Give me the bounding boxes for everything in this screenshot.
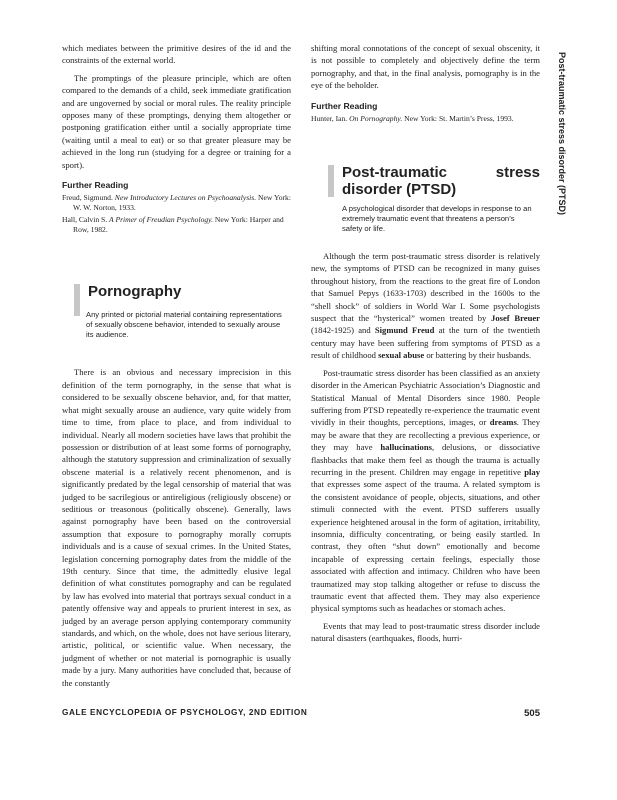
- entry-bar: [74, 284, 80, 316]
- paragraph: Events that may lead to post-traumatic stress disorder include natural disasters (earthquakes, floods, hurri-: [311, 620, 540, 644]
- entry-title: Pornography: [88, 283, 182, 301]
- reference: Hunter, Ian. On Pornography. New York: St. Martin’s Press, 1993.: [311, 114, 514, 124]
- reference: Hall, Calvin S. A Primer of Freudian Psychology. New York: Harper and Row, 1982.: [62, 215, 284, 235]
- further-reading-heading: Further Reading: [311, 100, 378, 111]
- reference: Freud, Sigmund. New Introductory Lectures on Psychoanalysis. New York: W. W. Norton, 1933.: [62, 193, 291, 213]
- entry-title: Post-traumatic stress disorder (PTSD): [342, 164, 540, 199]
- paragraph: shifting moral connotations of the concept of sexual obscenity, it is not possible to completely and objectively define the term pornography, and that, in the final analysis, pornography is in the eye of the beholder.: [311, 43, 540, 91]
- side-tab-label: Post-traumatic stress disorder (PTSD): [557, 52, 567, 216]
- entry-pornography: [62, 283, 291, 340]
- side-tab: [548, 52, 574, 262]
- left-column: [62, 42, 291, 694]
- page-footer: [62, 708, 540, 717]
- entry-bar: [328, 165, 334, 197]
- entry-definition: Any printed or pictorial material containing representations of sexually obscene behavior, intended to sexually arouse its audience.: [86, 310, 282, 340]
- paragraph: There is an obvious and necessary imprecision in this definition of the term pornography, in the sense that what is considered to be sexually obscene behavior, and, for that matter, what might sexually arouse an audience, vary quite widely from time to time, from place to place, and from individual to individual. Nearly all modern societies have laws that prohibit the possession or distribution of at least some forms of pornography, although the statutory suppression and criminalization of sexually obscene material is a relatively recent phenomenon, and is significantly predated by the legal censorship of material that was judged to be sacrilegious or antireligious (religiously obscene) or seditious or treasonous (politically obscene). Generally, laws against pornography have been based on the controversial assumption that exposure to pornography morally corrupts individuals and is a cause of sexual crimes. In the United States, legislation concerning pornography dates from the middle of the 19th century. Since that time, the admittedly elusive legal definition of what constitutes pornography and can be regulated by law has evolved into material that portrays sexual conduct in a patently offensive way and appeals to prurient interest in sex, as judged by an average person applying contemporary community standards, and which, on the whole, does not have serious literary, artistic, political, or scientific value. When necessary, the judgment of whether or not material is pornographic is usually made by a jury. Many authorities have concluded that, because of the constantly: [62, 367, 291, 688]
- right-column: [311, 42, 540, 650]
- paragraph: Although the term post-traumatic stress disorder is relatively new, the symptoms of PTSD can be recognized in many guises throughout history, from the reactions to the great fire of London that Samuel Pepys (1633-1703) described in the 1600s to the “shell shock” of soldiers in World War I. Some psychologists suspect that the “hysterical” women treated by Josef Breuer (1842-1925) and Sigmund Freud at the turn of the twentieth century may have been suffering from symptoms of PTSD as a result of childhood sexual abuse or battering by their husbands.: [311, 251, 540, 361]
- footer-title: GALE ENCYCLOPEDIA OF PSYCHOLOGY, 2ND EDITION: [62, 708, 308, 717]
- entry-definition: A psychological disorder that develops in response to an extremely traumatic event that threatens a person’s safety or life.: [342, 204, 532, 234]
- paragraph: which mediates between the primitive desires of the id and the constraints of the external world.: [62, 43, 291, 66]
- paragraph: The promptings of the pleasure principle, which are often compared to the demands of a child, seek immediate gratification and are ungoverned by social or moral rules. The reality principle opposes many of these promptings, denying them altogether or postponing gratification either until a socially appropriate time (waiting until a meal to eat) or so that greater pleasure may be achieved in the long run (studying for a degree or training for a sport).: [62, 72, 291, 170]
- paragraph: Post-traumatic stress disorder has been classified as an anxiety disorder in the American Psychiatric Association’s Diagnostic and Statistical Manual of Mental Disorders since 1980. People suffering from PTSD repeatedly re-experience the traumatic event vividly in their thoughts, perceptions, images, or dreams. They may be aware that they are recollecting a previous experience, or they may have hallucinations, delusions, or dissociative flashbacks that make them feel as though the trauma is actually recurring in the present. Children may engage in repetitive play that expresses some aspect of the trauma. A related symptom is the consistent avoidance of people, objects, situations, and other stimuli connected with the event. PTSD sufferers usually experience heightened arousal in the form of agitation, irritability, insomnia, difficulty concentrating, or being easily startled. In contrast, they often “shut down” emotionally and become incapable of expressing certain feelings, especially those associated with affection and intimacy. Children who have been traumatized may stop talking altogether or refuse to discuss the traumatic event that affected them. They may also experience physical symptoms such as headaches or stomach aches.: [311, 367, 540, 614]
- page-number: 505: [524, 708, 540, 719]
- entry-ptsd: [311, 164, 540, 234]
- further-reading-heading: Further Reading: [62, 180, 129, 191]
